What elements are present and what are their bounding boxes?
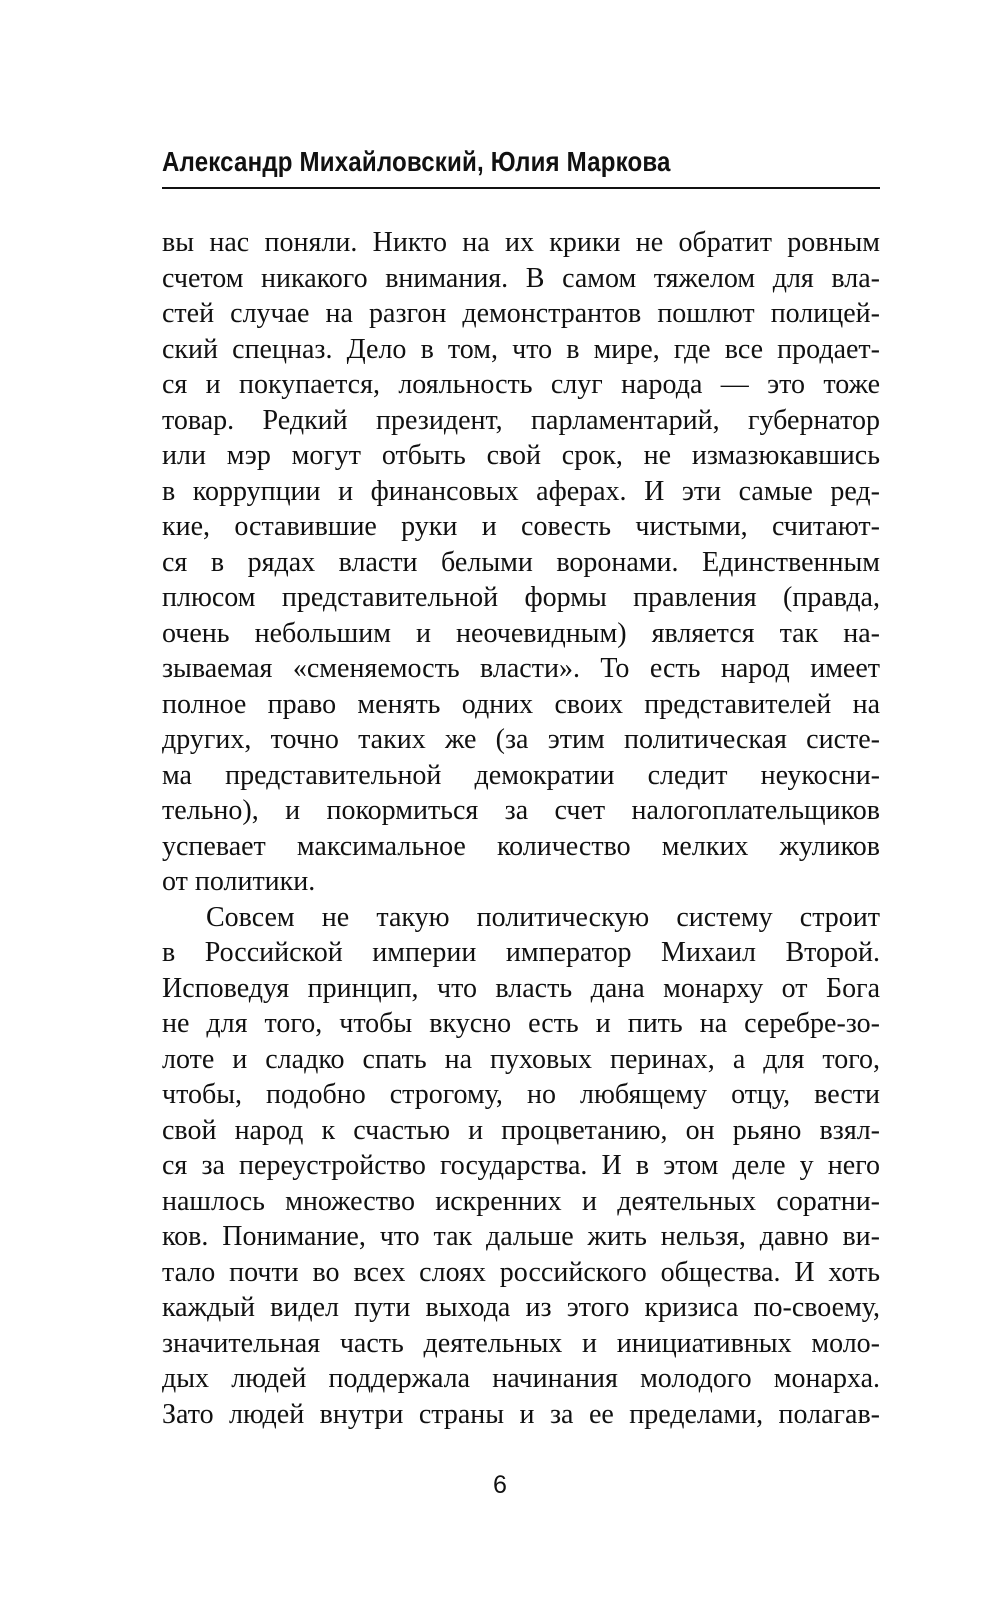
page-number: 6	[493, 1471, 507, 1499]
text-line: тало почти во всех слоях российского общества. И хоть	[162, 1256, 880, 1288]
text-line: значительная часть деятельных и инициативных моло-	[162, 1327, 880, 1359]
text-line: плюсом представительной формы правления (правда,	[162, 582, 880, 613]
running-head-authors: Александр Михайловский, Юлия Маркова	[162, 146, 671, 177]
text-line: тельно), и покормиться за счет налогоплательщиков	[162, 795, 880, 826]
text-line: ков. Понимание, что так дальше жить нельзя, давно ви-	[162, 1221, 880, 1252]
text-line: других, точно таких же (за этим политическая систе-	[162, 724, 880, 755]
text-line: свой народ к счастью и процветанию, он рьяно взял-	[162, 1114, 880, 1146]
text-line: очень небольшим и неочевидным) является так на-	[162, 617, 880, 649]
text-line: счетом никакого внимания. В самом тяжелом для вла-	[162, 262, 880, 294]
text-line: товар. Редкий президент, парламентарий, губернатор	[162, 404, 880, 436]
text-line: ся в рядах власти белыми воронами. Единственным	[162, 546, 880, 578]
text-line: в Российской империи император Михаил Второй.	[162, 937, 880, 968]
text-line: зываемая «сменяемость власти». То есть народ имеет	[162, 653, 880, 684]
text-line: кие, оставившие руки и совесть чистыми, считают-	[162, 511, 880, 542]
text-line: чтобы, подобно строгому, но любящему отцу, вести	[162, 1079, 880, 1110]
text-line: Совсем не такую политическую систему строит	[206, 901, 880, 933]
text-line: каждый видел пути выхода из этого кризиса по-своему,	[162, 1292, 880, 1323]
text-line: стей случае на разгон демонстрантов пошлют полицей-	[162, 298, 880, 329]
text-line: ский спецназ. Дело в том, что в мире, где все продает-	[162, 333, 880, 365]
text-line: дых людей поддержала начинания молодого монарха.	[162, 1363, 880, 1394]
text-line: ся за переустройство государства. И в этом деле у него	[162, 1150, 880, 1181]
text-line: лоте и сладко спать на пуховых перинах, а для того,	[162, 1043, 880, 1075]
text-line: Исповедуя принцип, что власть дана монарху от Бога	[162, 972, 880, 1004]
text-line: полное право менять одних своих представителей на	[162, 688, 880, 720]
text-line: не для того, чтобы вкусно есть и пить на серебре-зо-	[162, 1008, 880, 1039]
text-line: нашлось множество искренних и деятельных соратни-	[162, 1185, 880, 1217]
text-line: от политики.	[162, 866, 316, 897]
text-line: успевает максимальное количество мелких жуликов	[162, 830, 880, 862]
header-rule	[162, 187, 880, 189]
text-line: ся и покупается, лояльность слуг народа — это тоже	[162, 369, 880, 400]
text-line: вы нас поняли. Никто на их крики не обратит ровным	[162, 227, 880, 258]
text-line: ма представительной демократии следит неукосни-	[162, 759, 880, 791]
text-line: в коррупции и финансовых аферах. И эти самые ред-	[162, 475, 880, 507]
body-text	[162, 225, 880, 1432]
text-line: Зато людей внутри страны и за ее пределами, полагав-	[162, 1398, 880, 1430]
text-line: или мэр могут отбыть свой срок, не измазюкавшись	[162, 440, 880, 471]
